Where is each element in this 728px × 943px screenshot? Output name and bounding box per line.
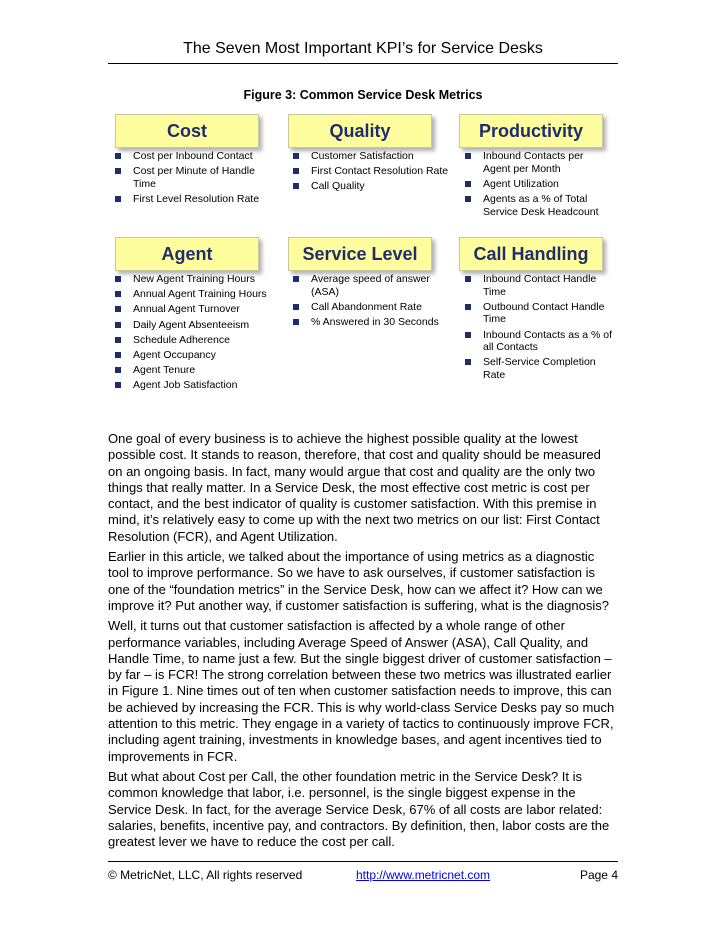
category-box-service-level: Service Level bbox=[288, 237, 432, 271]
list-item: Average speed of answer (ASA) bbox=[293, 273, 453, 298]
list-item: Inbound Contact Handle Time bbox=[465, 273, 613, 298]
category-box-productivity: Productivity bbox=[459, 114, 603, 148]
list-item: Customer Satisfaction bbox=[293, 150, 461, 163]
footer-website-link[interactable]: http://www.metricnet.com bbox=[356, 868, 491, 882]
metric-list-productivity bbox=[465, 150, 613, 221]
list-item: Cost per Minute of Handle Time bbox=[115, 165, 275, 190]
page-header-title: The Seven Most Important KPI’s for Service Desks bbox=[183, 40, 543, 57]
paragraph: Earlier in this article, we talked about the importance of using metrics as a diagnostic tool to improve performance. So we have to ask ourselves, if customer satisfaction is one of the “foundation metrics” in the Service Desk, how can we affect it? How can we improve it? Put another way, if customer satisfaction is suffering, what is the diagnosis? bbox=[108, 549, 609, 613]
list-item: Inbound Contacts as a % of all Contacts bbox=[465, 329, 613, 354]
list-item: Cost per Inbound Contact bbox=[115, 150, 275, 163]
category-box-quality: Quality bbox=[288, 114, 432, 148]
metric-list-call-handling bbox=[465, 273, 613, 384]
metric-list-quality bbox=[293, 150, 461, 196]
list-item: Schedule Adherence bbox=[115, 334, 285, 347]
metric-list-agent bbox=[115, 273, 285, 395]
list-item: First Level Resolution Rate bbox=[115, 193, 275, 206]
list-item: Self-Service Completion Rate bbox=[465, 356, 613, 381]
footer-copyright: © MetricNet, LLC, All rights reserved bbox=[108, 868, 303, 882]
paragraph: One goal of every business is to achieve the highest possible quality at the lowest possible cost. It stands to reason, therefore, that cost and quality should be measured on an ongoing basis. In fact, many would argue that cost and quality are the only two things that really matter. In a Service Desk, the most effective cost metric is cost per contact, and the best indicator of quality is customer satisfaction. With this premise in mind, it’s relatively easy to come up with the next two metrics on our list: First Contact Resolution (FCR), and Agent Utilization. bbox=[108, 431, 601, 544]
list-item: Annual Agent Training Hours bbox=[115, 288, 285, 301]
footer-divider bbox=[108, 861, 618, 862]
header-divider bbox=[108, 63, 618, 64]
metric-list-service-level bbox=[293, 273, 453, 331]
category-box-agent: Agent bbox=[115, 237, 259, 271]
article-body bbox=[108, 431, 618, 854]
list-item: Outbound Contact Handle Time bbox=[465, 301, 613, 326]
list-item: Call Abandonment Rate bbox=[293, 301, 453, 314]
category-box-cost: Cost bbox=[115, 114, 259, 148]
list-item: Inbound Contacts per Agent per Month bbox=[465, 150, 613, 175]
metric-list-cost bbox=[115, 150, 275, 208]
list-item: Call Quality bbox=[293, 180, 461, 193]
list-item: % Answered in 30 Seconds bbox=[293, 316, 453, 329]
list-item: Agent Occupancy bbox=[115, 349, 285, 362]
paragraph: Well, it turns out that customer satisfaction is affected by a whole range of other performance variables, including Average Speed of Answer (ASA), Call Quality, and Handle Time, to name just a few. But the single biggest driver of customer satisfaction – by far – is FCR! The strong correlation between these two metrics was illustrated earlier in Figure 1. Nine times out of ten when customer satisfaction needs to improve, this can be achieved by increasing the FCR. This is why world-class Service Desks pay so much attention to this metric. They engage in a variety of tactics to continuously improve FCR, including agent training, investments in knowledge bases, and agent incentives tied to improvements in FCR. bbox=[108, 618, 615, 764]
list-item: Agent Utilization bbox=[465, 178, 613, 191]
list-item: Agent Tenure bbox=[115, 364, 285, 377]
list-item: First Contact Resolution Rate bbox=[293, 165, 461, 178]
list-item: Agent Job Satisfaction bbox=[115, 379, 285, 392]
list-item: Agents as a % of Total Service Desk Headcount bbox=[465, 193, 613, 218]
figure-caption: Figure 3: Common Service Desk Metrics bbox=[243, 88, 483, 102]
list-item: Daily Agent Absenteeism bbox=[115, 319, 285, 332]
category-box-call-handling: Call Handling bbox=[459, 237, 603, 271]
footer-page-number: Page 4 bbox=[579, 868, 618, 882]
list-item: New Agent Training Hours bbox=[115, 273, 285, 286]
paragraph: But what about Cost per Call, the other foundation metric in the Service Desk? It is common knowledge that labor, i.e. personnel, is the single biggest expense in the Service Desk. In fact, for the average Service Desk, 67% of all costs are labor related: salaries, benefits, incentive pay, and contractors. By definition, then, labor costs are the greatest lever we have to reduce the cost per call. bbox=[108, 768, 610, 850]
list-item: Annual Agent Turnover bbox=[115, 303, 285, 316]
